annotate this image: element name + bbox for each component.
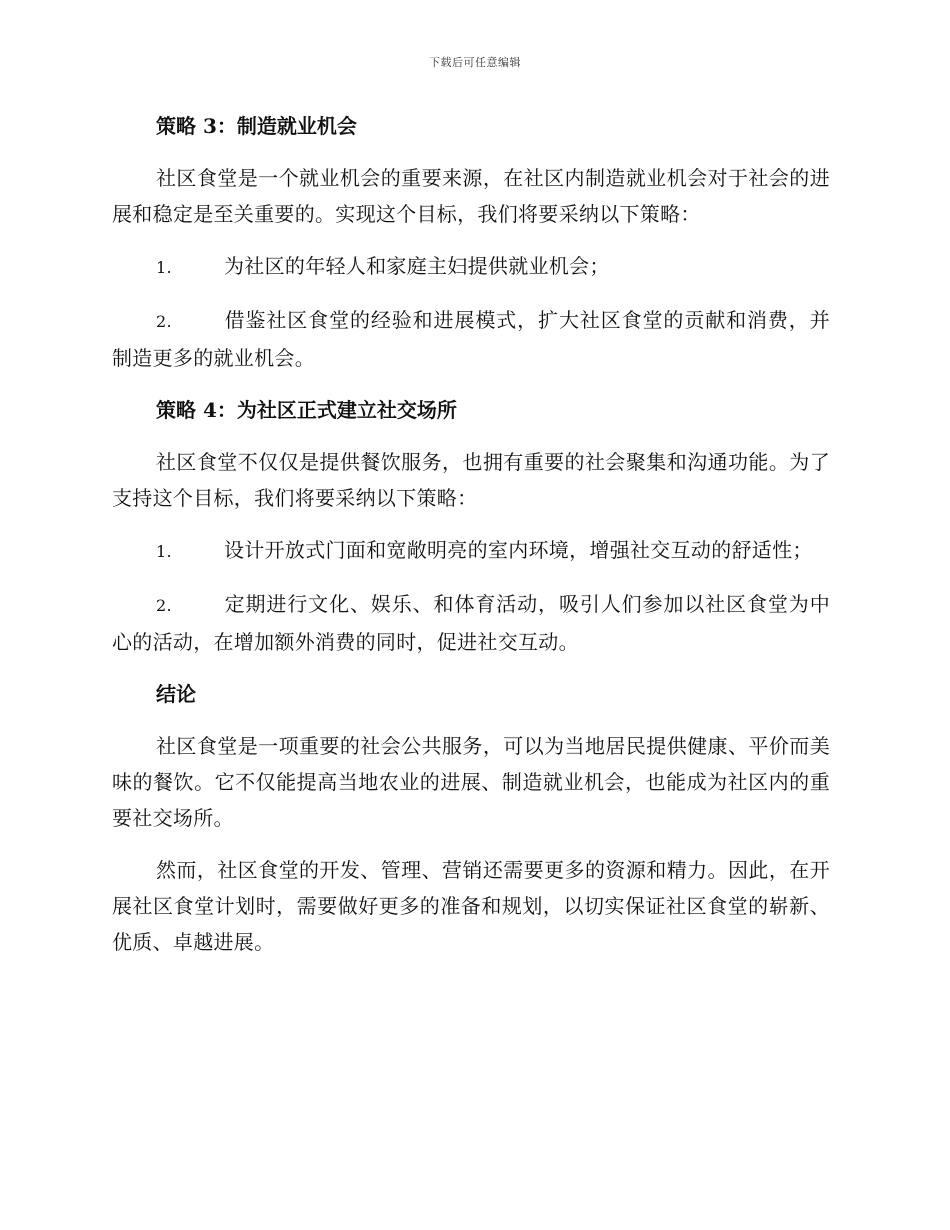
strategy-3-intro: 社区食堂是一个就业机会的重要来源，在社区内制造就业机会对于社会的进展和稳定是至关重要的。实现这个目标，我们将要采纳以下策略： <box>112 166 830 226</box>
conclusion-paragraph-1: 社区食堂是一项重要的社会公共服务，可以为当地居民提供健康、平价而美味的餐饮。它不仅能提高当地农业的进展、制造就业机会，也能成为社区内的重要社交场所。 <box>112 734 830 830</box>
strategy-3-heading: 策略 3：制造就业机会 <box>156 114 357 138</box>
list-item <box>112 586 830 660</box>
conclusion-paragraph-2: 然而，社区食堂的开发、管理、营销还需要更多的资源和精力。因此，在开展社区食堂计划时，需要做好更多的准备和规划，以切实保证社区食堂的崭新、优质、卓越进展。 <box>112 858 830 954</box>
conclusion-heading: 结论 <box>156 682 196 706</box>
list-item <box>112 248 830 286</box>
document-body <box>112 108 830 976</box>
strategy-4-intro: 社区食堂不仅仅是提供餐饮服务，也拥有重要的社会聚集和沟通功能。为了支持这个目标，我们将要采纳以下策略： <box>112 450 830 510</box>
list-text: 为社区的年轻人和家庭主妇提供就业机会； <box>224 254 610 278</box>
list-number: 2. <box>156 596 172 615</box>
page-header: 下载后可任意编辑 <box>429 56 521 69</box>
list-text: 设计开放式门面和宽敞明亮的室内环境，增强社交互动的舒适性； <box>224 538 813 562</box>
list-text: 借鉴社区食堂的经验和进展模式，扩大社区食堂的贡献和消费，并制造更多的就业机会。 <box>112 308 830 370</box>
list-number: 1. <box>156 542 172 561</box>
list-text: 定期进行文化、娱乐、和体育活动，吸引人们参加以社区食堂为中心的活动，在增加额外消费的同时，促进社交互动。 <box>112 592 830 654</box>
list-number: 2. <box>156 312 172 331</box>
list-number: 1. <box>156 258 172 277</box>
list-item <box>112 532 830 570</box>
list-item <box>112 302 830 376</box>
strategy-4-heading: 策略 4：为社区正式建立社交场所 <box>156 398 457 422</box>
